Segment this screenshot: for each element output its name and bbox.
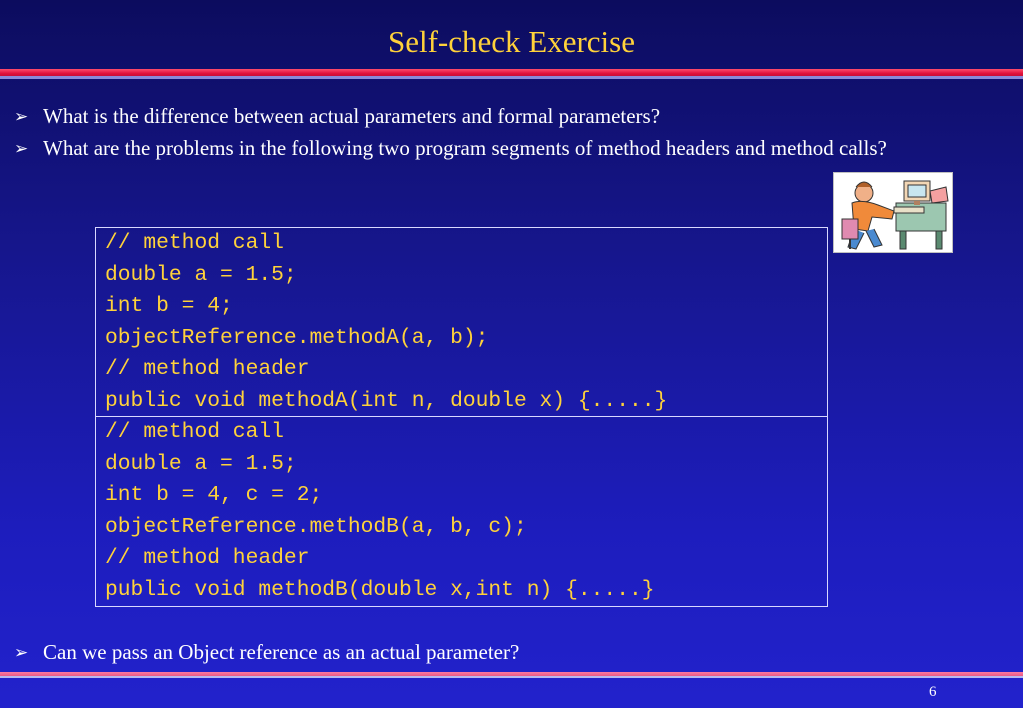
bullet-text: Can we pass an Object reference as an actual parameter? (43, 640, 520, 664)
bullet-arrow-icon: ➢ (14, 643, 29, 662)
slide-title: Self-check Exercise (387, 24, 635, 59)
bullet-question-3 (14, 636, 914, 669)
bullet-question-1 (14, 100, 954, 133)
person-at-computer-desk-icon (833, 172, 953, 253)
code-line: int b = 4, c = 2; (105, 483, 323, 507)
bullet-arrow-icon: ➢ (14, 139, 29, 158)
code-segments-table (95, 227, 828, 607)
bullet-text: What are the problems in the following two program segments of method headers and method calls? (43, 136, 887, 160)
code-line: // method call (105, 231, 284, 255)
code-line: public void methodB(double x,int n) {.....} (105, 577, 655, 602)
code-line: // method header (105, 357, 310, 381)
bullet-text: What is the difference between actual parameters and formal parameters? (43, 104, 661, 128)
code-line: objectReference.methodA(a, b); (105, 325, 489, 350)
code-segment-1 (96, 228, 827, 417)
code-line: // method header (105, 546, 310, 570)
code-line: // method call (105, 420, 284, 444)
code-segment-2 (96, 417, 827, 607)
code-line: double a = 1.5; (105, 262, 297, 287)
page-number: 6 (929, 684, 937, 700)
footer-divider (0, 672, 1023, 678)
bullet-arrow-icon: ➢ (14, 107, 29, 126)
code-line: objectReference.methodB(a, b, c); (105, 514, 527, 539)
bullet-question-2 (14, 132, 954, 165)
title-divider (0, 69, 1023, 79)
code-line: double a = 1.5; (105, 451, 297, 476)
code-line: int b = 4; (105, 294, 233, 318)
code-line: public void methodA(int n, double x) {.....} (105, 388, 668, 413)
